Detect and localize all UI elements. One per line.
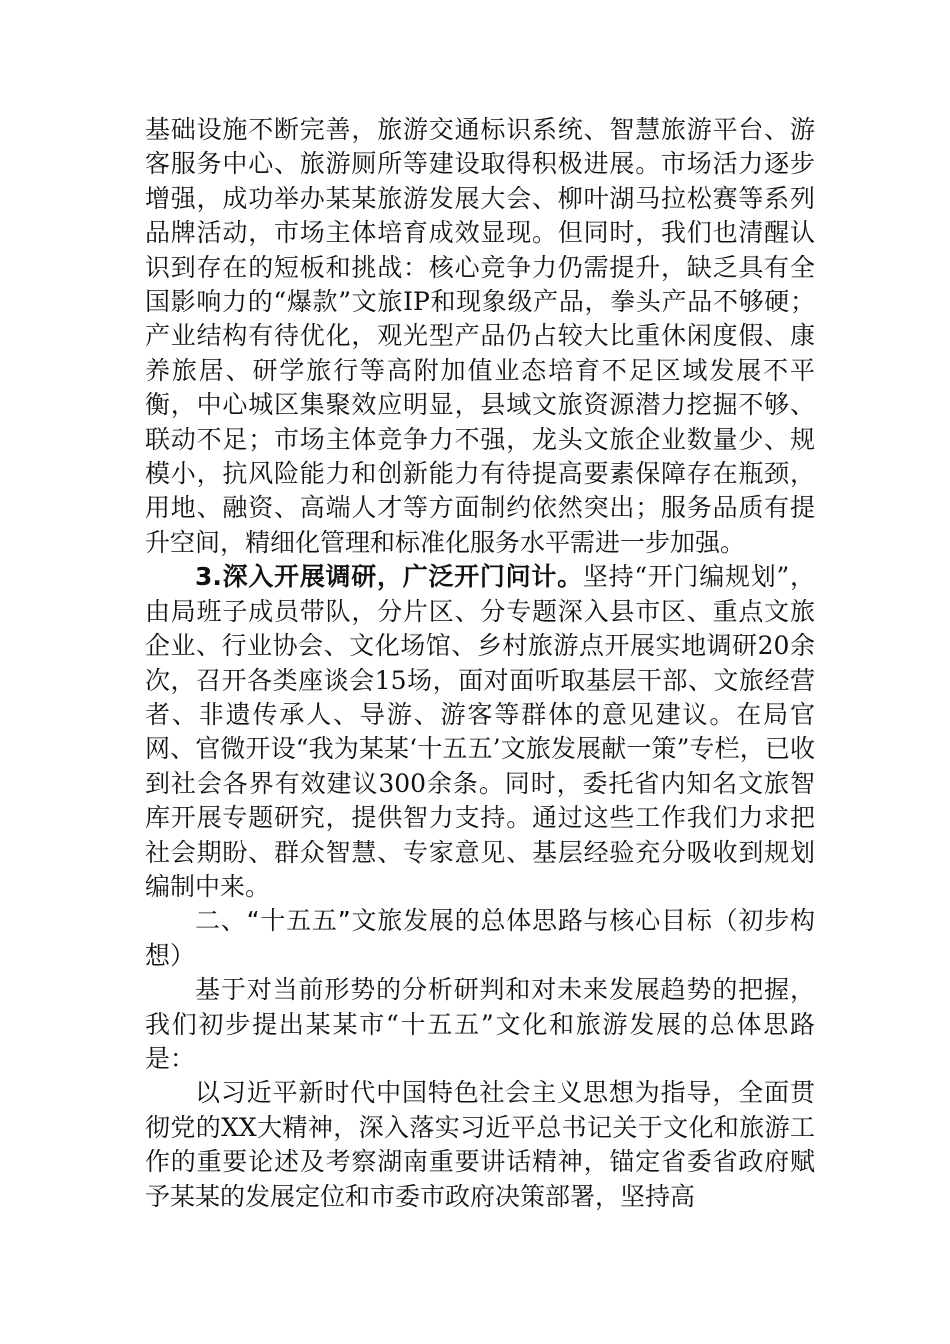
- paragraph-guiding: 以习近平新时代中国特色社会主义思想为指导，全面贯彻党的XX大精神，深入落实习近平总书记关于文化和旅游工作的重要论述及考察湖南重要讲话精神，锚定省委省政府赋予某某的发展定位和市委市政府决策部署，坚持高: [145, 1078, 815, 1211]
- paragraph-basis: 基于对当前形势的分析研判和对未来发展趋势的把握，我们初步提出某某市“十五五”文化和旅游发展的总体思路是：: [145, 975, 815, 1073]
- heading-section-2: 二、“十五五”文旅发展的总体思路与核心目标（初步构想）: [145, 906, 815, 970]
- section-3-body: 坚持“开门编规划”，由局班子成员带队，分片区、分专题深入县市区、重点文旅企业、行业协会、文化场馆、乡村旅游点开展实地调研20余次，召开各类座谈会15场，面对面听取基层干部、文旅经营者、非遗传承人、导游、游客等群体的意见建议。在局官网、官微开设“我为某某‘十五五’文旅发展献一策”专栏，已收到社会各界有效建议300余条。同时，委托省内知名文旅智库开展专题研究，提供智力支持。通过这些工作我们力求把社会期盼、群众智慧、专家意见、基层经验充分吸收到规划编制中来。: [145, 562, 815, 901]
- paragraph-section-3: [145, 560, 815, 904]
- section-3-lead: 3.深入开展调研，广泛开门问计。: [195, 562, 583, 592]
- document-page: [145, 113, 815, 1214]
- paragraph-continued: 基础设施不断完善，旅游交通标识系统、智慧旅游平台、游客服务中心、旅游厕所等建设取得积极进展。市场活力逐步增强，成功举办某某旅游发展大会、柳叶湖马拉松赛等系列品牌活动，市场主体培育成效显现。但同时，我们也清醒认识到存在的短板和挑战：核心竞争力仍需提升，缺乏具有全国影响力的“爆款”文旅IP和现象级产品，拳头产品不够硬；产业结构有待优化，观光型产品仍占较大比重休闲度假、康养旅居、研学旅行等高附加值业态培育不足区域发展不平衡，中心城区集聚效应明显，县域文旅资源潜力挖掘不够、联动不足；市场主体竞争力不强，龙头文旅企业数量少、规模小，抗风险能力和创新能力有待提高要素保障存在瓶颈，用地、融资、高端人才等方面制约依然突出；服务品质有提升空间，精细化管理和标准化服务水平需进一步加强。: [145, 115, 815, 557]
